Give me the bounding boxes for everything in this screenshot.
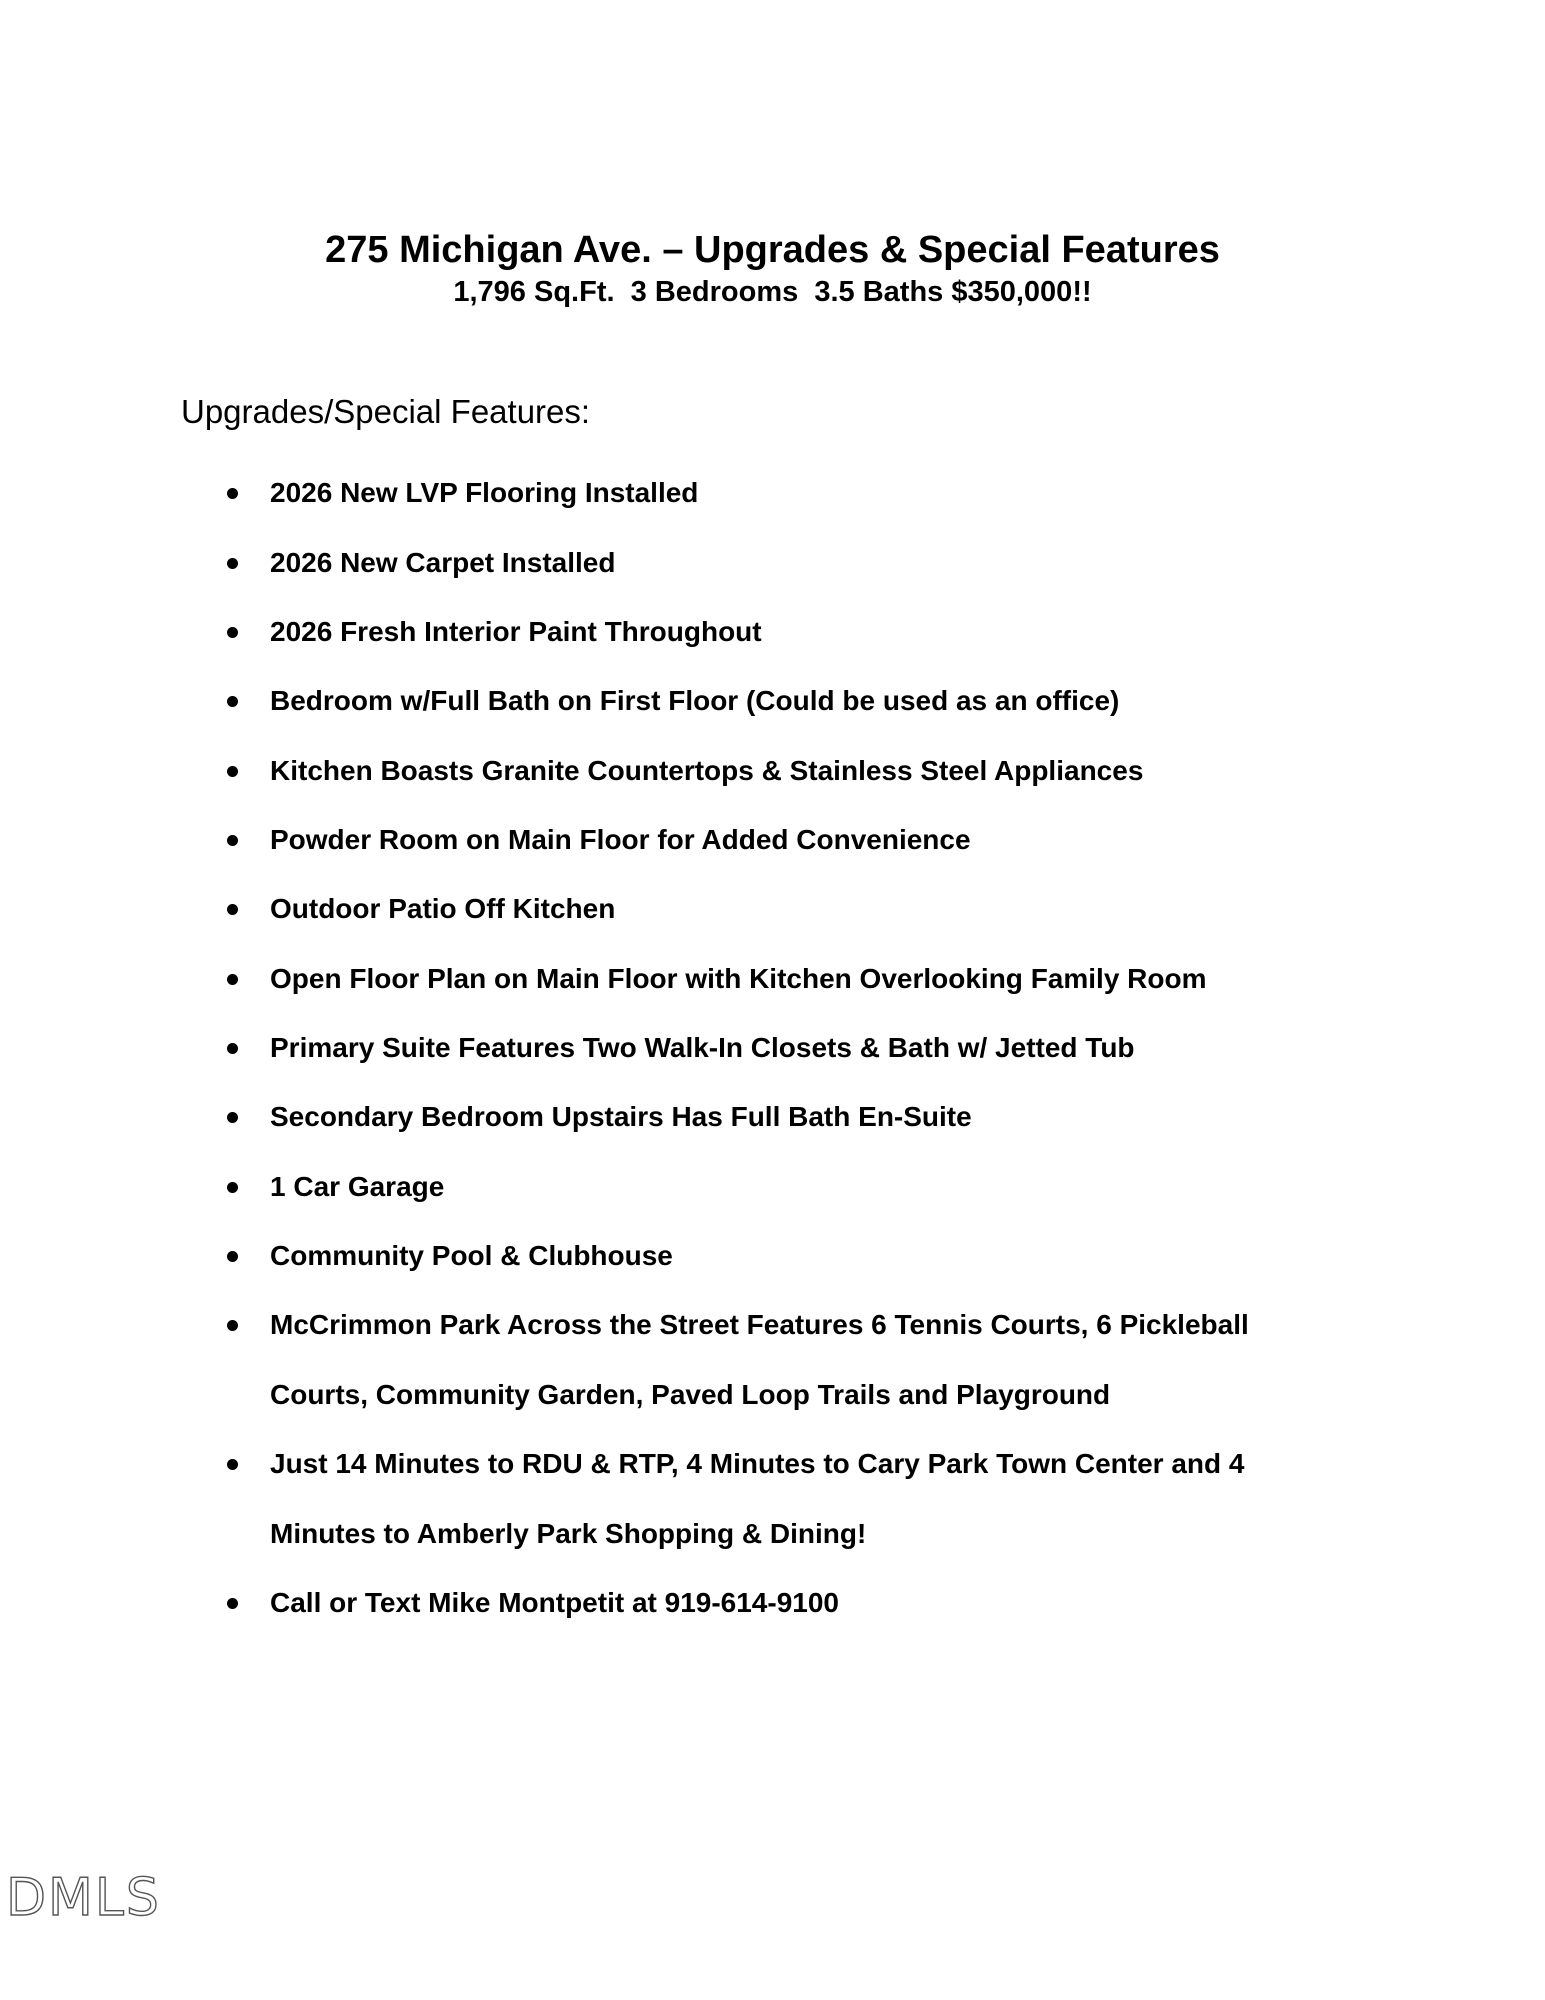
bullet-icon xyxy=(226,805,240,875)
feature-text: Powder Room on Main Floor for Added Convenience xyxy=(270,824,971,855)
bullet-icon xyxy=(226,1082,240,1152)
property-summary: 1,796 Sq.Ft. 3 Bedrooms 3.5 Baths $350,000!! xyxy=(453,276,1092,308)
feature-text: 1 Car Garage xyxy=(270,1171,445,1202)
feature-text: Community Pool & Clubhouse xyxy=(270,1240,673,1271)
bullet-icon xyxy=(226,874,240,944)
feature-text: 2026 Fresh Interior Paint Throughout xyxy=(270,616,762,647)
feature-text: Call or Text Mike Montpetit at 919-614-9100 xyxy=(270,1587,839,1618)
feature-text: Outdoor Patio Off Kitchen xyxy=(270,893,616,924)
bullet-icon xyxy=(226,944,240,1014)
bullet-icon xyxy=(226,666,240,736)
dmls-watermark-logo: DMLS xyxy=(6,1868,161,1928)
feature-text: McCrimmon Park Across the Street Features 6 Tennis Courts, 6 Pickleball Courts, Community Garden, Paved Loop Trails and Playground xyxy=(270,1309,1249,1410)
feature-text: Kitchen Boasts Granite Countertops & Stainless Steel Appliances xyxy=(270,755,1144,786)
bullet-icon xyxy=(226,1013,240,1083)
feature-text: 2026 New Carpet Installed xyxy=(270,547,616,578)
section-heading: Upgrades/Special Features: xyxy=(181,393,591,430)
bullet-icon xyxy=(226,736,240,806)
bullet-icon xyxy=(226,1152,240,1222)
bullet-icon xyxy=(226,458,240,528)
feature-text: Secondary Bedroom Upstairs Has Full Bath En-Suite xyxy=(270,1101,972,1132)
bullet-icon xyxy=(226,1429,240,1499)
page-title: 275 Michigan Ave. – Upgrades & Special Features xyxy=(325,229,1220,271)
bullet-icon xyxy=(226,1290,240,1360)
bullet-icon xyxy=(226,1221,240,1291)
feature-text: Primary Suite Features Two Walk-In Closets & Bath w/ Jetted Tub xyxy=(270,1032,1135,1063)
feature-text: 2026 New LVP Flooring Installed xyxy=(270,477,699,508)
bullet-icon xyxy=(226,597,240,667)
bullet-icon xyxy=(226,1568,240,1638)
bullet-icon xyxy=(226,528,240,598)
feature-text: Open Floor Plan on Main Floor with Kitchen Overlooking Family Room xyxy=(270,963,1207,994)
feature-text: Just 14 Minutes to RDU & RTP, 4 Minutes to Cary Park Town Center and 4 Minutes to Amberly Park Shopping & Dining! xyxy=(270,1448,1245,1549)
feature-text: Bedroom w/Full Bath on First Floor (Could be used as an office) xyxy=(270,685,1120,716)
